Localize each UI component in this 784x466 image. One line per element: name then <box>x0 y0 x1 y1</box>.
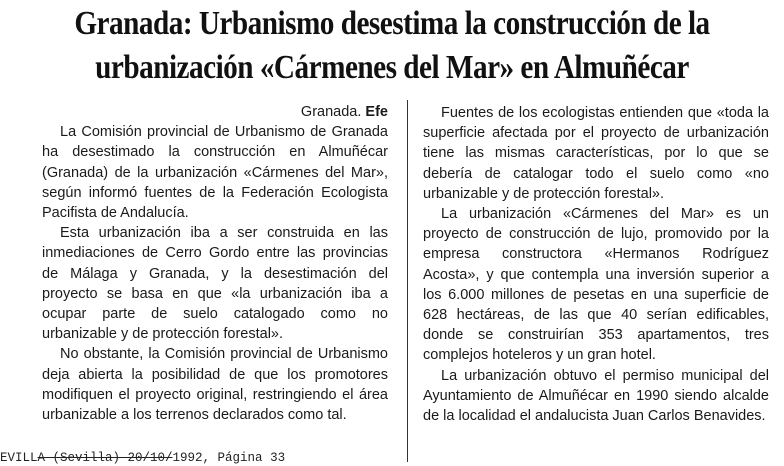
footer-suffix: 1992, Página 33 <box>172 451 286 465</box>
left-paragraph-1: La Comisión provincial de Urbanismo de Granada ha desestimado la construcción en Almuñécar (Granada) de la urbanización «Cármenes del Mar», según informó fuentes de la Federación Ecologista Pacifista de Andalucía. <box>42 124 388 222</box>
left-paragraph-3: No obstante, la Comisión provincial de Urbanismo deja abierta la posibilidad de que los promotores modifiquen el proyecto original, restringiendo el área urbanizable a los terrenos declarados como tal. <box>42 346 388 424</box>
column-divider <box>407 100 408 462</box>
right-paragraph-1: Fuentes de los ecologistas entienden que «toda la superficie afectada por el proyecto de urbanización tiene las mismas características, por lo que se debería de catalogar todo el suelo como «no urbanizable y de protección forestal». <box>423 105 769 202</box>
headline-line-1: Granada: Urbanismo desestima la construcción de la <box>74 5 710 42</box>
footer-struck-text: A (Sevilla) 20/10/ <box>37 451 173 465</box>
dateline-agency: Efe <box>365 104 388 120</box>
dateline-place: Granada. <box>300 104 362 120</box>
footer-prefix: EVILL <box>0 451 38 465</box>
headline <box>55 2 729 90</box>
right-paragraph-2: La urbanización «Cármenes del Mar» es un proyecto de construcción de lujo, promovido por la empresa constructora «Hermanos Rodríguez Acosta», y que contempla una inversión superior a los 6.000 millones de pesetas en una superficie de 628 hectáreas, de las que 40 serían edificables, donde se construirían 353 apartamentos, tres complejos hoteleros y un gran hotel. <box>423 206 769 364</box>
left-column <box>42 102 388 425</box>
left-paragraph-2: Esta urbanización iba a ser construida en las inmediaciones de Cerro Gordo entre las provincias de Málaga y Granada, y la desestimación del proyecto se basa en que «la urbanización iba a ocupar parte de suelo catalogado como no urbanizable y de protección forestal». <box>42 225 388 343</box>
source-footer <box>0 451 285 465</box>
right-paragraph-3: La urbanización obtuvo el permiso municipal del Ayuntamiento de Almuñécar en 1990 siendo alcalde de la localidad el andalucista Juan Carlos Benavides. <box>423 367 769 425</box>
headline-line-2: urbanización «Cármenes del Mar» en Almuñécar <box>95 49 689 86</box>
dateline <box>42 102 388 122</box>
right-column <box>423 103 769 426</box>
